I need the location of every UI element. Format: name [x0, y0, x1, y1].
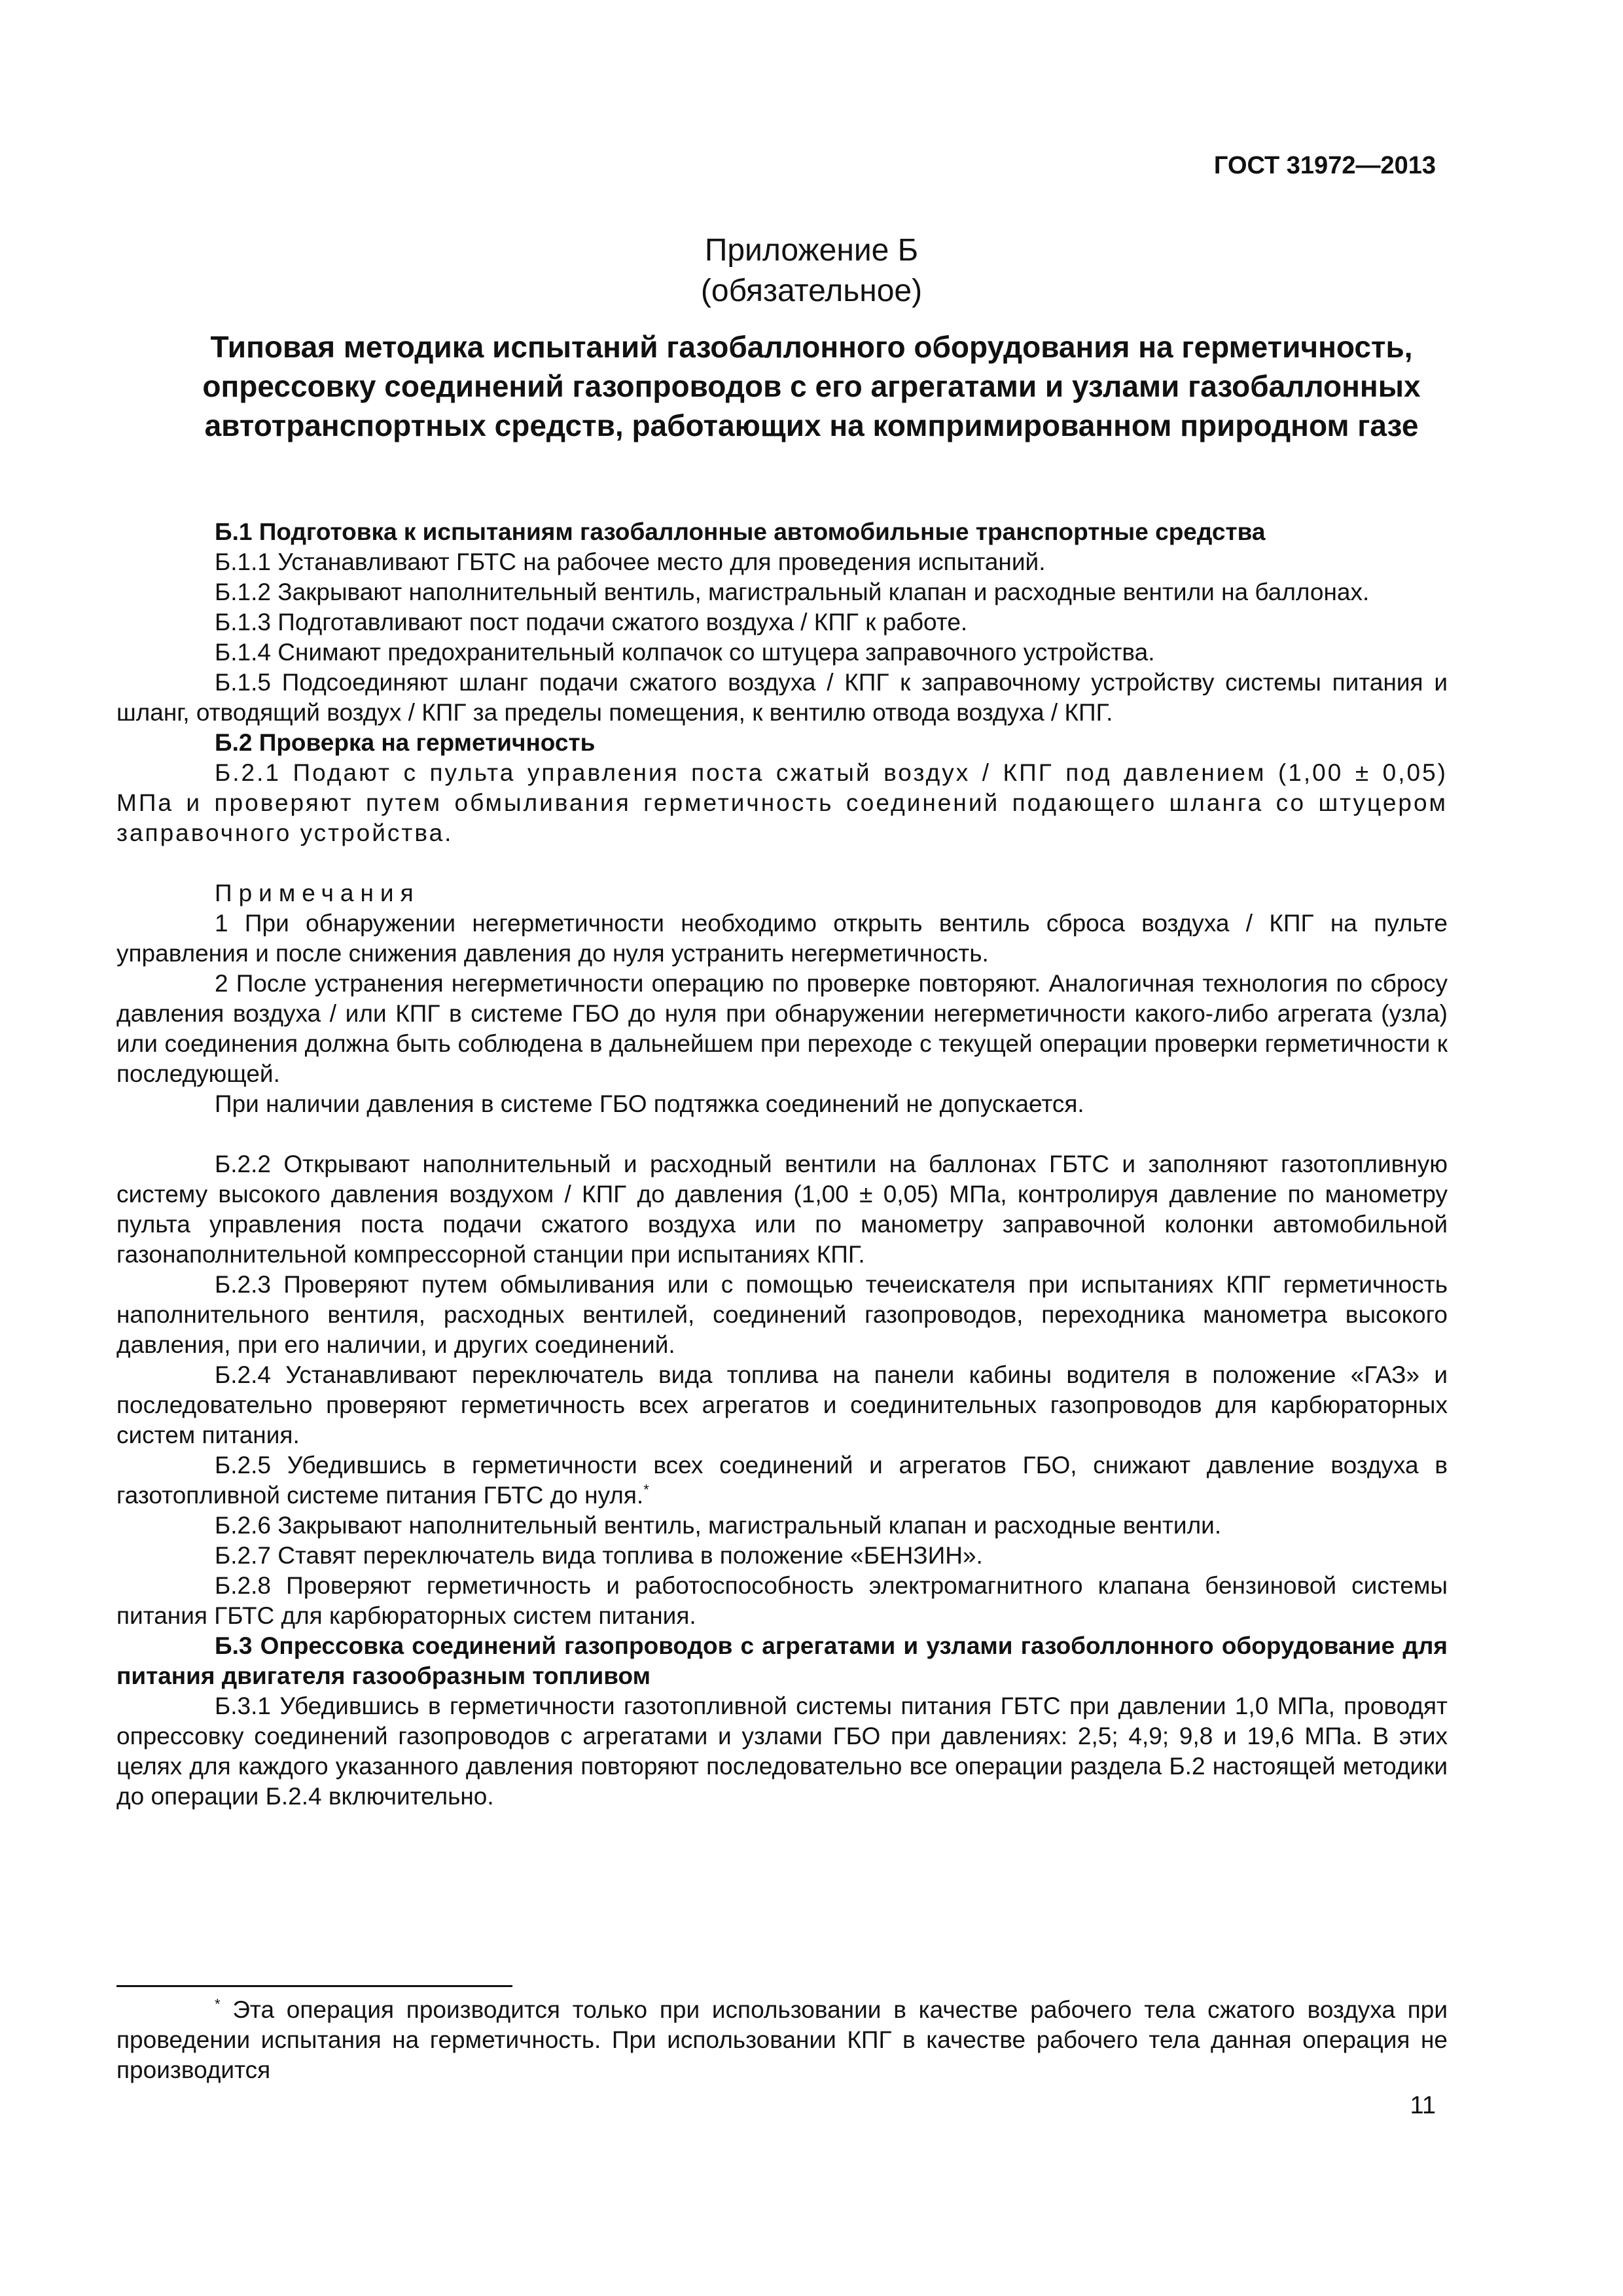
paragraph-b2-4: Б.2.4 Устанавливают переключатель вида топлива на панели кабины водителя в положение «ГАЗ» и последовательно проверяют герметичность всех агрегатов и соединительных газопроводов для карбюраторных систем питания. [116, 1361, 1448, 1448]
paragraph-b2-2: Б.2.2 Открывают наполнительный и расходный вентили на баллонах ГБТС и заполняют газотопливную систему высокого давления воздухом / КПГ до давления (1,00 ± 0,05) МПа, контролируя давление по манометру пульта управления поста подачи сжатого воздуха или по манометру заправочной колонки автомобильной газонаполнительной компрессорной станции при испытаниях КПГ. [116, 1151, 1448, 1268]
paragraph-b1-3: Б.1.3 Подготавливают пост подачи сжатого воздуха / КПГ к работе. [215, 609, 968, 636]
note-2: 2 После устранения негерметичности операцию по проверке повторяют. Аналогичная технология по сбросу давления воздуха / или КПГ в системе ГБО до нуля при обнаружении негерметичности какого-либо агрегата (узла) или соединения должна быть соблюдена в дальнейшем при переходе с текущей операции проверки герметичности к последующей. [116, 970, 1448, 1087]
spacer [116, 1119, 1448, 1149]
appendix-title [0, 230, 1623, 312]
section-b1-title [116, 517, 1448, 547]
footnote-reference: * [643, 1481, 649, 1498]
section-b1-number: Б.1 [215, 518, 253, 545]
spacer [116, 848, 1448, 878]
paragraph-b2-7: Б.2.7 Ставят переключатель вида топлива в положение «БЕНЗИН». [215, 1542, 983, 1569]
page-number: 11 [1410, 2092, 1436, 2119]
note-3: При наличии давления в системе ГБО подтяжка соединений не допускается. [215, 1090, 1084, 1117]
section-b3-title: Б.3 Опрессовка соединений газопроводов с агрегатами и узлами газоболлонного оборудование для питания двигателя газообразным топливом [116, 1632, 1448, 1689]
paragraph-b3-1: Б.3.1 Убедившись в герметичности газотопливной системы питания ГБТС при давлении 1,0 МПа, проводят опрессовку соединений газопроводов с агрегатами и узлами ГБО при давлениях: 2,5; 4,9; 9,8 и 19,6 МПа. В этих целях для каждого указанного давления повторяют последовательно все операции раздела Б.2 настоящей методики до операции Б.2.4 включительно. [116, 1693, 1448, 1810]
document-body [116, 517, 1448, 1812]
paragraph-b2-5-text: Б.2.5 Убедившись в герметичности всех соединений и агрегатов ГБО, снижают давление воздуха в газотопливной системе питания ГБТС до нуля. [116, 1452, 1448, 1509]
appendix-status: (обязательное) [700, 274, 923, 308]
paragraph-b2-6: Б.2.6 Закрывают наполнительный вентиль, магистральный клапан и расходные вентили. [215, 1512, 1222, 1539]
footnote [116, 1995, 1448, 2085]
paragraph-b2-3: Б.2.3 Проверяют путем обмыливания или с помощью течеискателя при испытаниях КПГ герметичность наполнительного вентиля, расходных вентилей, соединений газопроводов, переходника манометра высокого давления, при его наличии, и других соединений. [116, 1271, 1448, 1358]
footnote-text: Эта операция производится только при использовании в качестве рабочего тела сжатого воздуха при проведении испытания на герметичность. При использовании КПГ в качестве рабочего тела данная операция не производится [116, 1996, 1448, 2083]
section-b1-heading: Подготовка к испытаниям газобаллонные автомобильные транспортные средства [252, 518, 1266, 545]
paragraph-b1-2: Б.1.2 Закрывают наполнительный вентиль, магистральный клапан и расходные вентили на баллонах. [215, 579, 1370, 605]
notes-label: Примечания [215, 880, 420, 906]
note-1: 1 При обнаружении негерметичности необходимо открыть вентиль сброса воздуха / КПГ на пульте управления и после снижения давления до нуля устранить негерметичность. [116, 910, 1448, 967]
paragraph-b2-1: Б.2.1 Подают с пульта управления поста сжатый воздух / КПГ под давлением (1,00 ± 0,05) МПа и проверяют путем обмыливания герметичность соединений подающего шланга со штуцером заправочного устройства. [116, 759, 1448, 846]
paragraph-b1-5: Б.1.5 Подсоединяют шланг подачи сжатого воздуха / КПГ к заправочному устройству системы питания и шланг, отводящий воздух / КПГ за пределы помещения, к вентилю отвода воздуха / КПГ. [116, 669, 1448, 726]
notes-heading [116, 878, 1448, 908]
appendix-name: Приложение Б [704, 233, 919, 268]
standard-code: ГОСТ 31972—2013 [1213, 152, 1436, 179]
footnote-mark: * [215, 1996, 221, 2013]
footnote-paragraph [116, 1995, 1448, 2085]
paragraph-b1-1: Б.1.1 Устанавливают ГБТС на рабочее место для проведения испытаний. [215, 548, 1046, 575]
section-b2-title: Б.2 Проверка на герметичность [215, 729, 596, 756]
paragraph-b2-8: Б.2.8 Проверяют герметичность и работоспособность электромагнитного клапана бензиновой системы питания ГБТС для карбюраторных систем питания. [116, 1572, 1448, 1629]
paragraph-b2-5 [116, 1450, 1448, 1511]
document-heading: Типовая методика испытаний газобаллонного оборудования на герметичность, опрессовку соединений газопроводов с его агрегатами и узлами газобаллонных автотранспортных средств, работающих на компримированном природном газе [202, 330, 1421, 442]
paragraph-b1-4: Б.1.4 Снимают предохранительный колпачок со штуцера заправочного устройства. [215, 639, 1155, 666]
footnote-divider [116, 1985, 512, 1987]
